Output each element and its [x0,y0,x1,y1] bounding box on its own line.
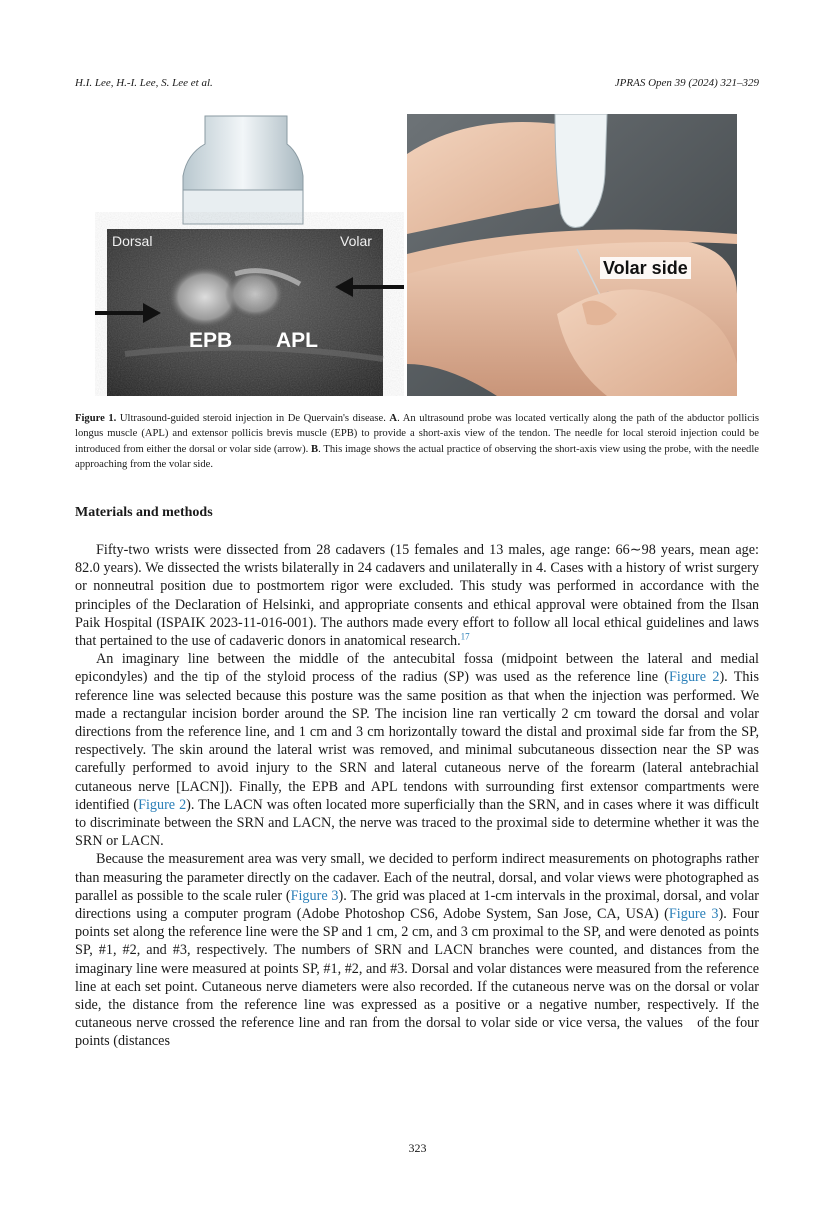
caption-text-1: Ultrasound-guided steroid injection in De Quervain's disease. [116,413,390,424]
paragraph-3-text-a: Because the measurement area was very small, we decided to perform indirect measurements on photographs rather than measuring the parameter directly on the cadaver. Each of the neutral, dorsal, and volar views were photographed as parallel as possible to the scale ruler ( [75,851,759,904]
label-apl: APL [276,329,318,352]
running-header [75,77,759,93]
caption-panel-a: A [389,413,398,424]
citation-link[interactable]: 17 [460,631,470,642]
paragraph-1 [75,541,759,650]
label-volar-side: Volar side [600,257,691,279]
paragraph-3 [75,850,759,1050]
paragraph-2 [75,650,759,850]
header-authors: H.I. Lee, H.-I. Lee, S. Lee et al. [75,77,213,89]
figure-caption [75,411,759,473]
label-volar: Volar [340,233,372,249]
paragraph-1-text: Fifty-two wrists were dissected from 28 cadavers (15 females and 13 males, age range: 66∼98 years, mean age: 82.0 years). We dissected the wrists bilaterally in 24 cadavers and unilaterally in 4. Cases with a history of wrist surgery or nonneutral position due to postmortem rigor were excluded. This study was performed in accordance with the principles of the Declaration of Helsinki, and appropriate consents and ethical approval were obtained from the Ilsan Paik Hospital (ISPAIK 2023-11-016-001). The authors made every effort to follow all local ethical guidelines and laws that pertained to the use of cadaveric donors in anatomical research. [75,542,759,650]
paragraph-2-text-b: ). This reference line was selected because this posture was the same position as that when the injection was performed. We made a rectangular incision border around the SP. The incision line ran vertically 2 cm toward the dorsal and volar directions from the reference line, and 1 cm and 3 cm horizontally toward the distal and proximal side far from the SP, respectively. The skin around the lateral wrist was removed, and minimal subcutaneous dissection near the SP was carefully performed to avoid injury to the SRN and lateral cutaneous nerve of the forearm (lateral antebrachial cutaneous nerve [LACN]). Finally, the EPB and APL tendons with surrounding first extensor compartments were identified ( [75,669,759,813]
section-heading: Materials and methods [75,505,213,520]
figure-2-link[interactable]: Figure 2 [138,796,187,813]
caption-text-2: . An ultrasound probe was located vertically along the path of the abductor pollicis longus muscle (APL) and extensor pollicis brevis muscle (EPB) to provide a short-axis view of the tendon. The needle for local steroid injection could be introduced from either the dorsal or volar side (arrow). [75,413,759,455]
figure-3-link[interactable]: Figure 3 [290,887,339,904]
figure-panel-b [407,114,737,396]
header-journal: JPRAS Open 39 (2024) 321–329 [614,77,759,89]
caption-text-3: . This image shows the actual practice of observing the short-axis view using the probe, with the needle approaching from the volar side. [75,443,759,471]
caption-label: Figure 1. [75,413,117,424]
body-text [75,541,759,1051]
figure-panel-a [95,114,404,396]
ultrasound-illustration [95,114,404,396]
paragraph-3-text-b: ). The grid was placed at 1-cm intervals in the proximal, dorsal, and volar directions using a computer program (Adobe Photoshop CS6, Adobe System, San Jose, CA, USA) ( [75,887,759,923]
label-dorsal: Dorsal [112,233,153,249]
caption-panel-b: B [311,443,319,455]
page-number: 323 [408,1141,427,1155]
figure-2-link[interactable]: Figure 2 [669,669,720,686]
paragraph-2-text-c: ). The LACN was often located more superficially than the SRN, and in cases where it was difficult to discriminate between the SRN and LACN, the nerve was traced to the proximal side to determine whether it was the SRN or LACN. [75,796,759,850]
figure-3-link[interactable]: Figure 3 [668,906,719,923]
paragraph-3-text-c: ). Four points set along the reference line were the SP and 1 cm, 2 cm, and 3 cm proximal to the SP, and were denoted as points SP, #1, #2, and #3, respectively. The numbers of SRN and LACN branches were counted, and distances from the imaginary line were measured at points SP, #1, #2, and #3. Dorsal and volar distances were measured from the reference line at each set point. Cutaneous nerve diameters were also recorded. If the cutaneous nerve was on the dorsal or volar side, the distance from the reference line was expressed as a positive or a negative number, respectively. If the cutaneous nerve crossed the reference line and ran from the dorsal to volar side or vice versa, the values of the four points (distances [75,906,759,1050]
paragraph-2-text-a: An imaginary line between the middle of the antecubital fossa (midpoint between the lateral and medial epicondyles) and the tip of the styloid process of the radius (SP) was used as the reference line ( [75,651,759,686]
ultrasound-probe-icon [183,116,303,224]
label-epb: EPB [189,329,233,352]
injection-photo [407,114,737,396]
